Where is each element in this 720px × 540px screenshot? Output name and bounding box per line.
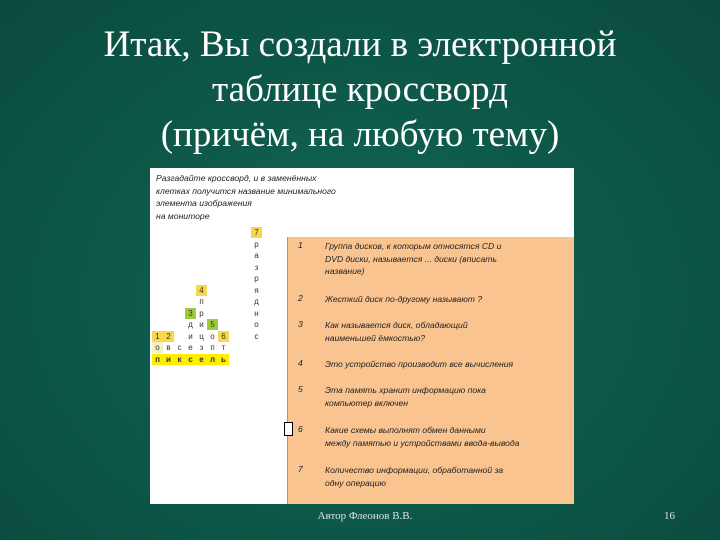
- crossword-cell: 3: [185, 308, 196, 319]
- question-line: Группа дисков, к которым относятся CD и: [325, 241, 502, 251]
- crossword-cell: и: [185, 331, 196, 342]
- crossword-cell: и: [163, 354, 174, 365]
- question-text: [325, 358, 565, 371]
- crossword-cell: з: [196, 342, 207, 353]
- title-line-3: (причём, на любую тему): [160, 114, 560, 155]
- crossword-cell: д: [251, 296, 262, 307]
- question-text: [325, 424, 565, 449]
- question-line: Жесткий диск по-другому называют ?: [325, 294, 483, 304]
- question-line: Количество информации, обработанной за: [325, 465, 504, 475]
- crossword-cell: 1: [152, 331, 163, 342]
- crossword-cell: з: [251, 262, 262, 273]
- crossword-cell: т: [218, 342, 229, 353]
- crossword-cell: с: [174, 342, 185, 353]
- cell-cursor-marker: [284, 422, 293, 436]
- title-line-1: Итак, Вы создали в электронной: [103, 24, 617, 65]
- crossword-cell: ц: [196, 331, 207, 342]
- question-line: компьютер включен: [325, 397, 408, 408]
- crossword-cell: п: [196, 296, 207, 307]
- crossword-cell: д: [185, 319, 196, 330]
- crossword-cell: р: [251, 273, 262, 284]
- crossword-panel: [150, 168, 574, 504]
- crossword-cell: а: [251, 250, 262, 261]
- crossword-cell: е: [196, 354, 207, 365]
- question-text: [325, 319, 565, 344]
- crossword-cell: к: [174, 354, 185, 365]
- crossword-cell: 7: [251, 227, 262, 238]
- question-line: одну операцию: [325, 477, 386, 488]
- crossword-cell: о: [251, 319, 262, 330]
- question-number: 3: [298, 319, 303, 329]
- intro-line: на мониторе: [156, 210, 210, 221]
- question-line: Какие схемы выполнят обмен данными: [325, 425, 486, 435]
- crossword-cell: р: [196, 308, 207, 319]
- slide-title: [0, 22, 720, 157]
- crossword-cell: л: [207, 354, 218, 365]
- crossword-cell: п: [152, 354, 163, 365]
- question-line: DVD диски, называется ... диски (вписать: [325, 253, 497, 264]
- intro-line: Разгадайте кроссворд, и в заменённых: [156, 173, 317, 183]
- crossword-cell: ь: [218, 354, 229, 365]
- question-number: 5: [298, 384, 303, 394]
- crossword-cell: 5: [207, 319, 218, 330]
- crossword-cell: 2: [163, 331, 174, 342]
- crossword-cell: п: [207, 342, 218, 353]
- crossword-cell: 6: [218, 331, 229, 342]
- question-number: 6: [298, 424, 303, 434]
- crossword-cell: в: [163, 342, 174, 353]
- crossword-cell: н: [251, 308, 262, 319]
- question-line: Эта память хранит информацию пока: [325, 385, 486, 395]
- crossword-cell: о: [152, 342, 163, 353]
- question-line: Как называется диск, обладающий: [325, 320, 468, 330]
- question-text: [325, 384, 565, 409]
- question-number: 2: [298, 293, 303, 303]
- column-divider: [287, 237, 288, 504]
- question-text: [325, 293, 565, 306]
- question-line: наименьшей ёмкостью?: [325, 332, 426, 343]
- page-number: 16: [664, 510, 675, 522]
- question-number: 7: [298, 464, 303, 474]
- question-text: [325, 464, 565, 489]
- crossword-cell: с: [251, 331, 262, 342]
- crossword-cell: я: [251, 285, 262, 296]
- question-number: 4: [298, 358, 303, 368]
- question-number: 1: [298, 240, 303, 250]
- crossword-cell: е: [185, 342, 196, 353]
- question-line: название): [325, 266, 365, 277]
- intro-line: клетках получится название минимального: [156, 185, 336, 196]
- question-line: Это устройство производит все вычисления: [325, 359, 514, 369]
- crossword-cell: с: [185, 354, 196, 365]
- crossword-cell: р: [251, 239, 262, 250]
- question-line: между памятью и устройствами ввода-вывода: [325, 437, 520, 448]
- crossword-cell: и: [196, 319, 207, 330]
- crossword-intro: [156, 172, 386, 222]
- question-text: [325, 240, 565, 278]
- crossword-cell: 4: [196, 285, 207, 296]
- intro-line: элемента изображения: [156, 198, 252, 209]
- title-line-2: таблице кроссворд: [212, 69, 508, 110]
- slide-footer: Автор Флеонов В.В.: [317, 510, 413, 522]
- crossword-cell: о: [207, 331, 218, 342]
